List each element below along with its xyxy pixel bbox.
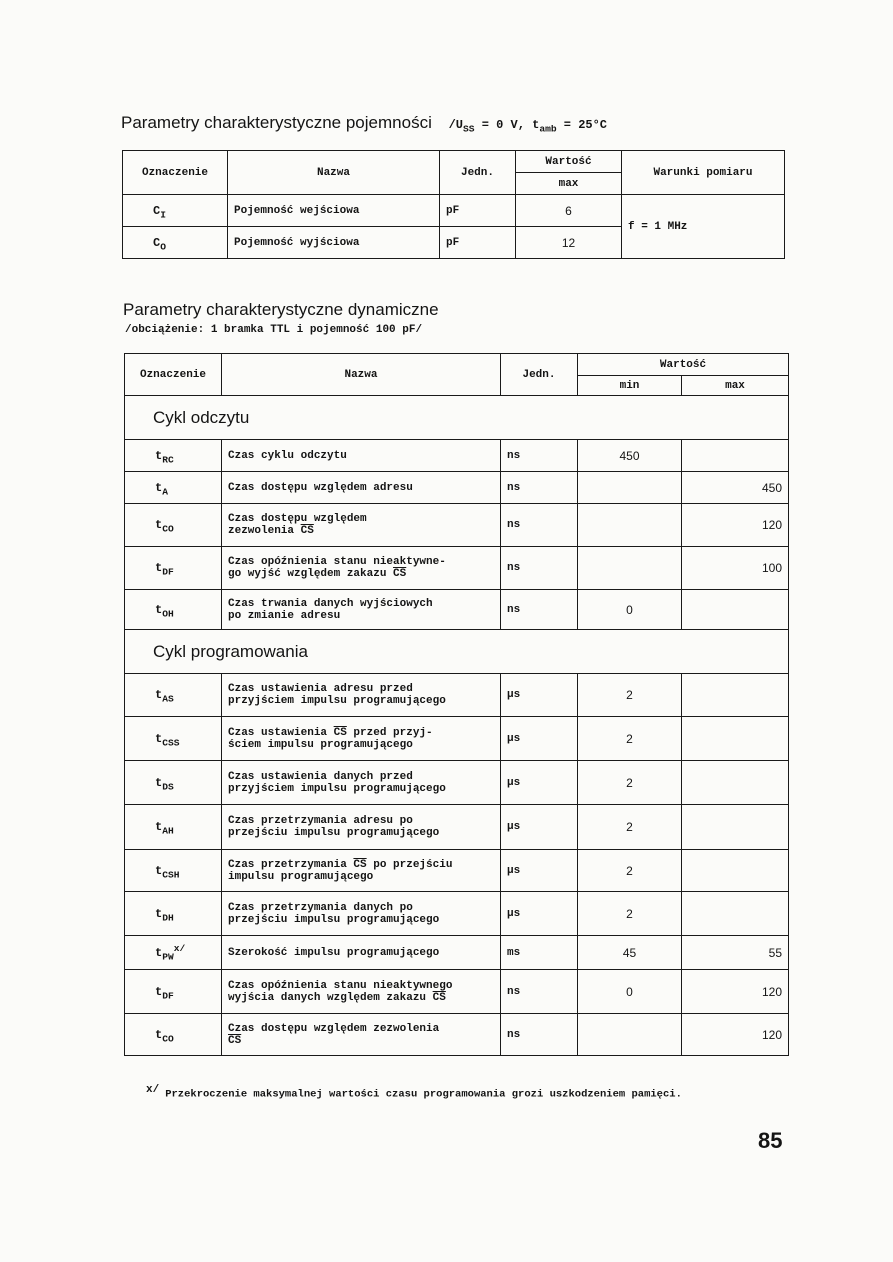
row-symbol: $t_{CSH}$: [125, 850, 222, 892]
header-name: Nazwa: [222, 354, 501, 396]
row-max: 120: [682, 504, 789, 547]
row-name: Czas opóźnienia stanu nieaktywne- go wyjść względem zakazu $\overline{CS}$: [222, 547, 501, 590]
table-row: [125, 970, 789, 1014]
table-row: [125, 472, 789, 504]
row-max: 55: [682, 936, 789, 970]
row-unit: ns: [501, 504, 578, 547]
row-symbol: $t_{OH}$: [125, 590, 222, 630]
section2-subtitle: /obciążenie: 1 bramka TTL i pojemność 100 pF/: [125, 324, 423, 336]
header-symbol: Oznaczenie: [125, 354, 222, 396]
row-max: 12: [516, 227, 622, 259]
row-symbol: $t_{RC}$: [125, 440, 222, 472]
row-min: [578, 472, 682, 504]
row-unit: pF: [440, 227, 516, 259]
row-symbol: $t_{DF}$: [125, 547, 222, 590]
row-symbol: $t_A$: [125, 472, 222, 504]
row-unit: ns: [501, 547, 578, 590]
row-unit: ns: [501, 590, 578, 630]
table-row: [125, 440, 789, 472]
header-value: Wartość: [578, 354, 789, 376]
row-unit: ns: [501, 440, 578, 472]
row-name: Czas opóźnienia stanu nieaktywnego wyjścia danych względem zakazu $\overline{CS}$: [222, 970, 501, 1014]
row-max: 6: [516, 195, 622, 227]
row-max: [682, 892, 789, 936]
row-name: Czas dostępu względem adresu: [222, 472, 501, 504]
row-unit: μs: [501, 761, 578, 805]
row-max: [682, 850, 789, 892]
row-max: 100: [682, 547, 789, 590]
row-min: 0: [578, 590, 682, 630]
row-unit: ns: [501, 472, 578, 504]
row-unit: pF: [440, 195, 516, 227]
row-max: [682, 440, 789, 472]
row-max: 120: [682, 1014, 789, 1056]
row-min: 2: [578, 717, 682, 761]
header-max: max: [516, 173, 622, 195]
row-symbol: $t_{CO}$: [125, 1014, 222, 1056]
row-min: 0: [578, 970, 682, 1014]
row-min: 2: [578, 805, 682, 850]
table-row: [125, 1014, 789, 1056]
row-min: 2: [578, 892, 682, 936]
table-row: [125, 674, 789, 717]
row-min: 2: [578, 761, 682, 805]
row-unit: μs: [501, 674, 578, 717]
section1-conditions: $/U_{SS} = 0$ V, $t_{amb} = 25^\circ C$: [448, 118, 608, 135]
footnote-text: Przekroczenie maksymalnej wartości czasu programowania grozi uszkodzeniem pamięci.: [165, 1088, 682, 1101]
row-name: Czas ustawienia danych przed przyjściem impulsu programującego: [222, 761, 501, 805]
row-symbol: $C_I$: [123, 195, 228, 227]
row-min: [578, 1014, 682, 1056]
header-max: max: [682, 376, 789, 396]
header-value: Wartość: [516, 151, 622, 173]
header-unit: Jedn.: [440, 151, 516, 195]
row-name: Pojemność wyjściowa: [228, 227, 440, 259]
row-max: [682, 674, 789, 717]
row-name: Czas przetrzymania danych po przejściu impulsu programującego: [222, 892, 501, 936]
row-name: Pojemność wejściowa: [228, 195, 440, 227]
row-max: [682, 805, 789, 850]
dynamic-parameters-table: [124, 353, 789, 1056]
capacitance-table: [122, 150, 785, 259]
header-conditions: Warunki pomiaru: [622, 151, 785, 195]
table-row: [125, 936, 789, 970]
table-row: [125, 761, 789, 805]
table-row: [125, 850, 789, 892]
row-unit: μs: [501, 892, 578, 936]
header-name: Nazwa: [228, 151, 440, 195]
table-row: [125, 590, 789, 630]
row-name: Czas przetrzymania adresu po przejściu impulsu programującego: [222, 805, 501, 850]
row-name: Czas przetrzymania $\overline{CS}$ po przejściu impulsu programującego: [222, 850, 501, 892]
table-row: [125, 892, 789, 936]
row-min: [578, 504, 682, 547]
section1-title: [121, 113, 607, 133]
row-name: Czas trwania danych wyjściowych po zmianie adresu: [222, 590, 501, 630]
row-symbol: $t_{DS}$: [125, 761, 222, 805]
row-unit: μs: [501, 850, 578, 892]
table-row: [125, 717, 789, 761]
row-min: 2: [578, 850, 682, 892]
row-symbol: $t_{CO}$: [125, 504, 222, 547]
row-min: 2: [578, 674, 682, 717]
row-unit: ns: [501, 970, 578, 1014]
row-unit: ms: [501, 936, 578, 970]
header-unit: Jedn.: [501, 354, 578, 396]
row-symbol: $t_{DH}$: [125, 892, 222, 936]
table-row: [125, 547, 789, 590]
row-max: [682, 590, 789, 630]
row-name: Czas ustawienia adresu przed przyjściem impulsu programującego: [222, 674, 501, 717]
footnote: [146, 1083, 786, 1101]
row-symbol: $t_{DF}$: [125, 970, 222, 1014]
row-symbol: $C_O$: [123, 227, 228, 259]
page-number: 85: [758, 1128, 783, 1153]
row-symbol: $t_{AH}$: [125, 805, 222, 850]
row-condition: f = 1 MHz: [622, 195, 785, 259]
row-name: Czas dostępu względem zezwolenia $\overline{CS}$: [222, 504, 501, 547]
table-row: [125, 805, 789, 850]
header-symbol: Oznaczenie: [123, 151, 228, 195]
section1-title-text: Parametry charakterystyczne pojemności: [121, 113, 432, 132]
row-symbol: $t_{CSS}$: [125, 717, 222, 761]
section2-title: Parametry charakterystyczne dynamiczne: [123, 300, 439, 319]
row-min: [578, 547, 682, 590]
row-min: 45: [578, 936, 682, 970]
read-cycle-heading: Cykl odczytu: [125, 396, 789, 440]
row-name: Szerokość impulsu programującego: [222, 936, 501, 970]
row-max: 120: [682, 970, 789, 1014]
row-symbol: $t_{AS}$: [125, 674, 222, 717]
row-name: Czas ustawienia $\overline{CS}$ przed przyj- ściem impulsu programującego: [222, 717, 501, 761]
row-unit: ns: [501, 1014, 578, 1056]
row-unit: μs: [501, 717, 578, 761]
row-symbol: $t_{PW}^{x/}$: [125, 936, 222, 970]
footnote-mark: x/: [146, 1084, 160, 1096]
row-max: 450: [682, 472, 789, 504]
table-row: [123, 195, 785, 227]
prog-cycle-heading: Cykl programowania: [125, 630, 789, 674]
header-min: min: [578, 376, 682, 396]
row-name: Czas cyklu odczytu: [222, 440, 501, 472]
row-max: [682, 761, 789, 805]
row-name: Czas dostępu względem zezwolenia $\overline{CS}$: [222, 1014, 501, 1056]
row-min: 450: [578, 440, 682, 472]
row-unit: μs: [501, 805, 578, 850]
row-max: [682, 717, 789, 761]
table-row: [125, 504, 789, 547]
